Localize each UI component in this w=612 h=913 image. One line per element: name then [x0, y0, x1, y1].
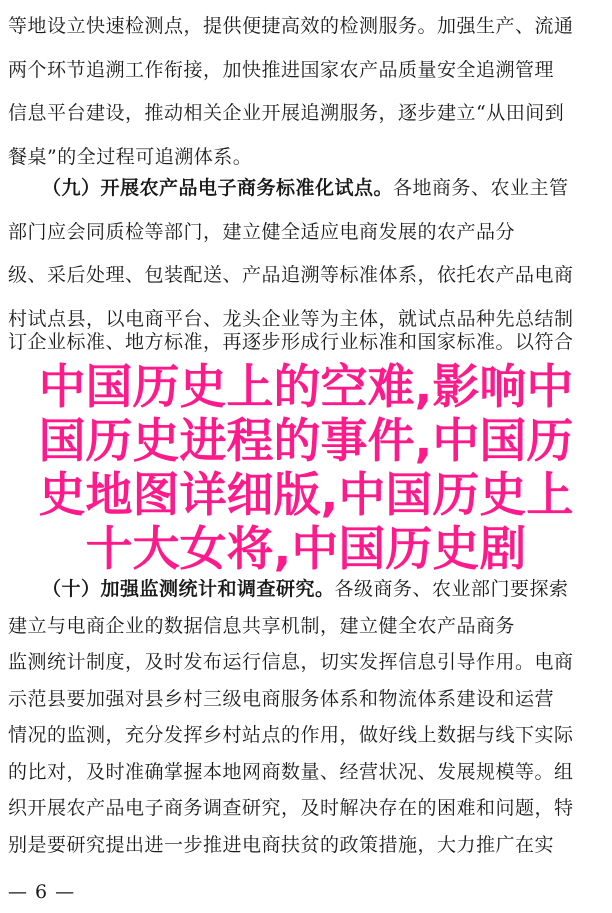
- section-9-first-line-text: 各地商务、农业主管: [393, 177, 569, 199]
- section-9-first-line: [42, 176, 604, 200]
- section-10-line-5: 情况的监测，充分发挥乡村站点的作用，做好线上数据与线下实际: [8, 724, 574, 746]
- section-10-heading: （十）加强监测统计和调查研究。: [42, 578, 335, 600]
- section-9-heading: （九）开展农产品电子商务标准化试点。: [42, 177, 394, 199]
- section-10-line-4: 示范县要加强对县乡村三级电商服务体系和物流体系建设和运营: [8, 688, 555, 710]
- paragraph-1-line-4: 餐桌”的全过程可追溯体系。: [8, 146, 253, 168]
- overlay-title-line-2: 国历史进程的事件,中国历: [38, 414, 574, 469]
- paragraph-1-line-1: 等地设立快速检测点，提供便捷高效的检测服务。加强生产、流通: [8, 15, 574, 37]
- section-9-line-3: 级、采后处理、包装配送、产品追溯等标准体系，依托农产品电商: [8, 264, 574, 286]
- page-number: — 6 —: [8, 881, 76, 903]
- section-10-line-3: 监测统计制度，及时发布运行信息，切实发挥信息引导作用。电商: [8, 651, 574, 673]
- section-10-first-line-text: 各级商务、农业部门要探索: [334, 578, 569, 600]
- overlay-title-line-3: 史地图详细版,中国历史上: [38, 468, 574, 523]
- overlay-title-line-1: 中国历史上的空难,影响中: [38, 360, 574, 415]
- section-10-first-line: [42, 577, 604, 601]
- paragraph-1-line-2: 两个环节追溯工作衔接，加快推进国家农产品质量安全追溯管理: [8, 59, 555, 81]
- section-9-line-5: 订企业标准、地方标准，再逐步形成行业标准和国家标准。以符合: [8, 331, 574, 353]
- section-10-line-8: 别是要研究提出进一步推进电商扶贫的政策措施，大力推广在实: [8, 834, 555, 856]
- section-10-line-6: 的比对，及时准确掌握本地网商数量、经营状况、发展规模等。组: [8, 761, 574, 783]
- section-9-line-2: 部门应会同质检等部门，建立健全适应电商发展的农产品分: [8, 221, 516, 243]
- overlay-title-line-4: 十大女将,中国历史剧: [85, 522, 527, 577]
- section-10-line-2: 建立与电商企业的数据信息共享机制，建立健全农产品商务: [8, 614, 604, 638]
- section-9-line-4: 村试点县，以电商平台、龙头企业等为主体，就试点品种先总结制: [8, 308, 574, 330]
- section-10-line-7: 织开展农产品电子商务调查研究，及时解决存在的困难和问题，特: [8, 797, 574, 819]
- paragraph-1-line-3: 信息平台建设，推动相关企业开展追溯服务，逐步建立“从田间到: [8, 102, 565, 124]
